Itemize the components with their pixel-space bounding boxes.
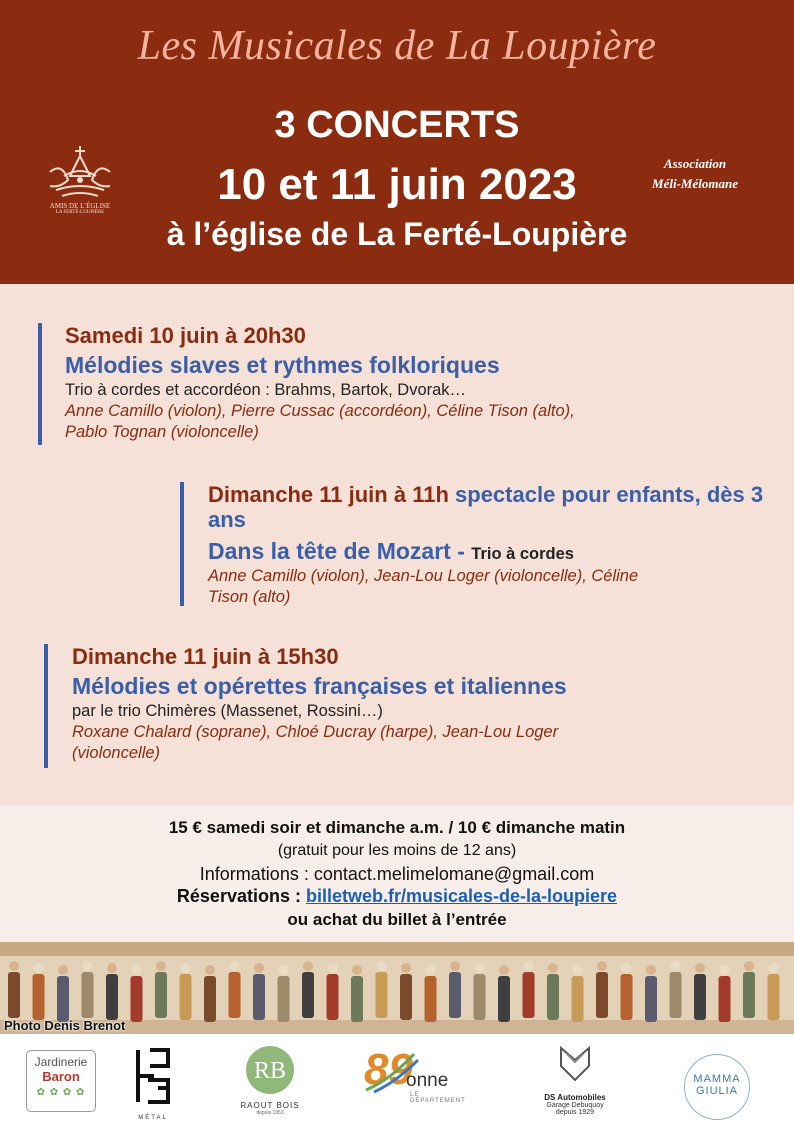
fresco-figure (719, 976, 731, 1022)
fresco-figure-head (34, 963, 44, 973)
amis-eglise-logo (40, 142, 120, 228)
concert-title-line (208, 536, 774, 566)
concert-performers: Anne Camillo (violon), Jean-Lou Loger (violoncelle), Céline (208, 567, 639, 585)
fresco-figure-head (475, 963, 485, 973)
fresco-figure-head (254, 963, 264, 973)
free-entry-note: (gratuit pour les moins de 12 ans) (277, 842, 517, 859)
logo-caption: AMIS DE L’ÉGLISE (49, 202, 111, 210)
logo-subcaption: LA FERTÉ-LOUPIÈRE (55, 210, 105, 215)
fresco-figure (621, 974, 633, 1020)
yonne-word: onne (406, 1070, 449, 1091)
concert-when: Dimanche 11 juin à 15h30 (72, 644, 339, 669)
concert-when-line (208, 482, 774, 532)
fresco-figure-head (671, 961, 681, 971)
concert-count-heading: 3 CONCERTS (274, 104, 520, 146)
concert-title: Mélodies slaves et rythmes folkloriques (65, 352, 500, 378)
fresco-figure-head (450, 961, 460, 971)
fresco-figure (8, 972, 20, 1018)
fresco-figure-head (205, 965, 215, 975)
fresco-figure (327, 974, 339, 1020)
concert-description: par le trio Chimères (Massenet, Rossini…) (72, 702, 383, 720)
fresco-figure (351, 976, 363, 1022)
fresco-figure-head (9, 961, 19, 971)
fresco-figure-head (352, 965, 362, 975)
concert-3 (44, 644, 748, 768)
fresco-figure-head (524, 961, 534, 971)
fresco-figure-head (303, 961, 313, 971)
fresco-figure (33, 974, 45, 1020)
fresco-figure-head (230, 961, 240, 971)
fresco-figure-head (695, 963, 705, 973)
fresco-figure (694, 974, 706, 1020)
contact-info: Informations : contact.melimelomane@gmail.com (199, 864, 595, 884)
concert-performers-cont: (violoncelle) (72, 744, 161, 762)
sponsor-jardinerie-word: Jardinerie (34, 1055, 88, 1069)
concert-2 (180, 482, 774, 606)
concert-title: Dans la tête de Mozart - (208, 538, 465, 564)
fresco-figure-head (597, 961, 607, 971)
concert-performers: Anne Camillo (violon), Pierre Cussac (accordéon), Céline Tison (alto), (65, 402, 575, 420)
fresco-figure (155, 972, 167, 1018)
sponsor-yonne (360, 1040, 470, 1104)
fresco-figure-head (499, 965, 509, 975)
fresco-figure (253, 974, 265, 1020)
reservations-line (0, 886, 794, 907)
fresco-figure-head (548, 963, 558, 973)
price-line: 15 € samedi soir et dimanche a.m. / 10 € dimanche matin (168, 818, 626, 837)
sponsor-jardinerie-name: Baron (42, 1069, 80, 1084)
association-label: Association (663, 156, 727, 171)
metal-label: MÉTAL (138, 1115, 168, 1121)
sponsor-mamma-giulia (684, 1054, 750, 1120)
reservations-link[interactable]: billetweb.fr/musicales-de-la-loupiere (305, 886, 618, 906)
venue-heading: à l’église de La Ferté-Loupière (166, 216, 628, 252)
mamma-giulia-line1: MAMMA (693, 1073, 741, 1085)
fresco-figure (278, 976, 290, 1022)
fresco-figure-head (58, 965, 68, 975)
concert-title: Mélodies et opérettes françaises et italiennes (72, 673, 567, 699)
fresco-figure (474, 974, 486, 1020)
concert-performers-cont: Pablo Tognan (violoncelle) (65, 423, 259, 441)
ds-garage: Garage Debuquoy (546, 1102, 604, 1109)
fresco-figure (204, 976, 216, 1022)
fresco-figure-head (279, 965, 289, 975)
photo-credit: Photo Denis Brenot (4, 1018, 126, 1033)
raout-bois-logo-icon (244, 1044, 296, 1096)
fresco-figure (523, 972, 535, 1018)
church-icon (40, 142, 120, 200)
fresco-figure (670, 972, 682, 1018)
ticket-at-door-note: ou achat du billet à l’entrée (287, 910, 507, 929)
sponsor-raout-bois (240, 1044, 300, 1120)
fresco-figure (302, 972, 314, 1018)
association-name: Méli-Mélomane (652, 176, 738, 191)
fresco-figure (572, 976, 584, 1022)
fresco-figure (743, 972, 755, 1018)
concert-description: Trio à cordes et accordéon : Brahms, Bartok, Dvorak… (65, 381, 467, 399)
fresco-figure-head (573, 965, 583, 975)
concert-when: Dimanche 11 juin à 11h (208, 482, 449, 507)
fresco-figure-head (132, 965, 142, 975)
sponsor-jardinerie-baron (26, 1050, 96, 1112)
fresco-figure (645, 976, 657, 1022)
fresco-figure (400, 974, 412, 1020)
fresco-figure (547, 974, 559, 1020)
reservations-label: Réservations : (176, 886, 301, 906)
fresco-figure (596, 972, 608, 1018)
metal-logo-icon (134, 1046, 172, 1120)
mamma-giulia-line2: GIULIA (695, 1085, 739, 1097)
fresco-figure (131, 976, 143, 1022)
dates-heading: 10 et 11 juin 2023 (217, 160, 577, 209)
fresco-figure (498, 976, 510, 1022)
association-logo (620, 154, 770, 194)
fresco-figure (180, 974, 192, 1020)
concert-when: Samedi 10 juin à 20h30 (65, 323, 306, 348)
fresco-figure-head (622, 963, 632, 973)
ds-since: depuis 1929 (555, 1109, 595, 1116)
concert-formation: Trio à cordes (471, 545, 574, 563)
fresco-figure (768, 974, 780, 1020)
fresco-figure-head (769, 963, 779, 973)
flowers-icon: ✿ ✿ ✿ ✿ (36, 1087, 86, 1098)
fresco-figure-head (83, 961, 93, 971)
fresco-figure-head (646, 965, 656, 975)
concert-1 (38, 323, 742, 445)
fresco-figure (449, 972, 461, 1018)
concert-audience: spectacle pour enfants, dès 3 ans (208, 482, 764, 532)
fresco-figure-head (426, 965, 436, 975)
fresco-figure (425, 976, 437, 1022)
raout-bois-since: depuis 1953 (256, 1110, 284, 1116)
fresco-figure-head (107, 963, 117, 973)
ds-logo-icon (553, 1044, 597, 1084)
yonne-department: LE DÉPARTEMENT (410, 1092, 466, 1104)
fresco-figure (106, 974, 118, 1020)
fresco-figure (376, 972, 388, 1018)
fresco-figure-head (181, 963, 191, 973)
svg-text:89: 89 (364, 1045, 413, 1094)
fresco-figure-head (328, 963, 338, 973)
fresco-figure (82, 972, 94, 1018)
sponsor-metal (134, 1046, 172, 1120)
concert-performers: Roxane Chalard (soprane), Chloé Ducray (harpe), Jean-Lou Loger (72, 723, 559, 741)
ds-name: DS Automobiles (544, 1093, 606, 1102)
fresco-figure-head (744, 961, 754, 971)
festival-title: Les Musicales de La Loupière (137, 23, 657, 69)
fresco-figure-head (377, 961, 387, 971)
fresco-figure (57, 976, 69, 1022)
svg-text:RB: RB (253, 1058, 287, 1084)
fresco-figure (229, 972, 241, 1018)
sponsor-ds-automobiles (530, 1044, 620, 1120)
fresco-figure-head (401, 963, 411, 973)
concert-performers-cont: Tison (alto) (208, 588, 291, 606)
raout-bois-name: RAOUT BOIS (240, 1101, 300, 1110)
fresco-figure-head (156, 961, 166, 971)
fresco-figure-head (720, 965, 730, 975)
